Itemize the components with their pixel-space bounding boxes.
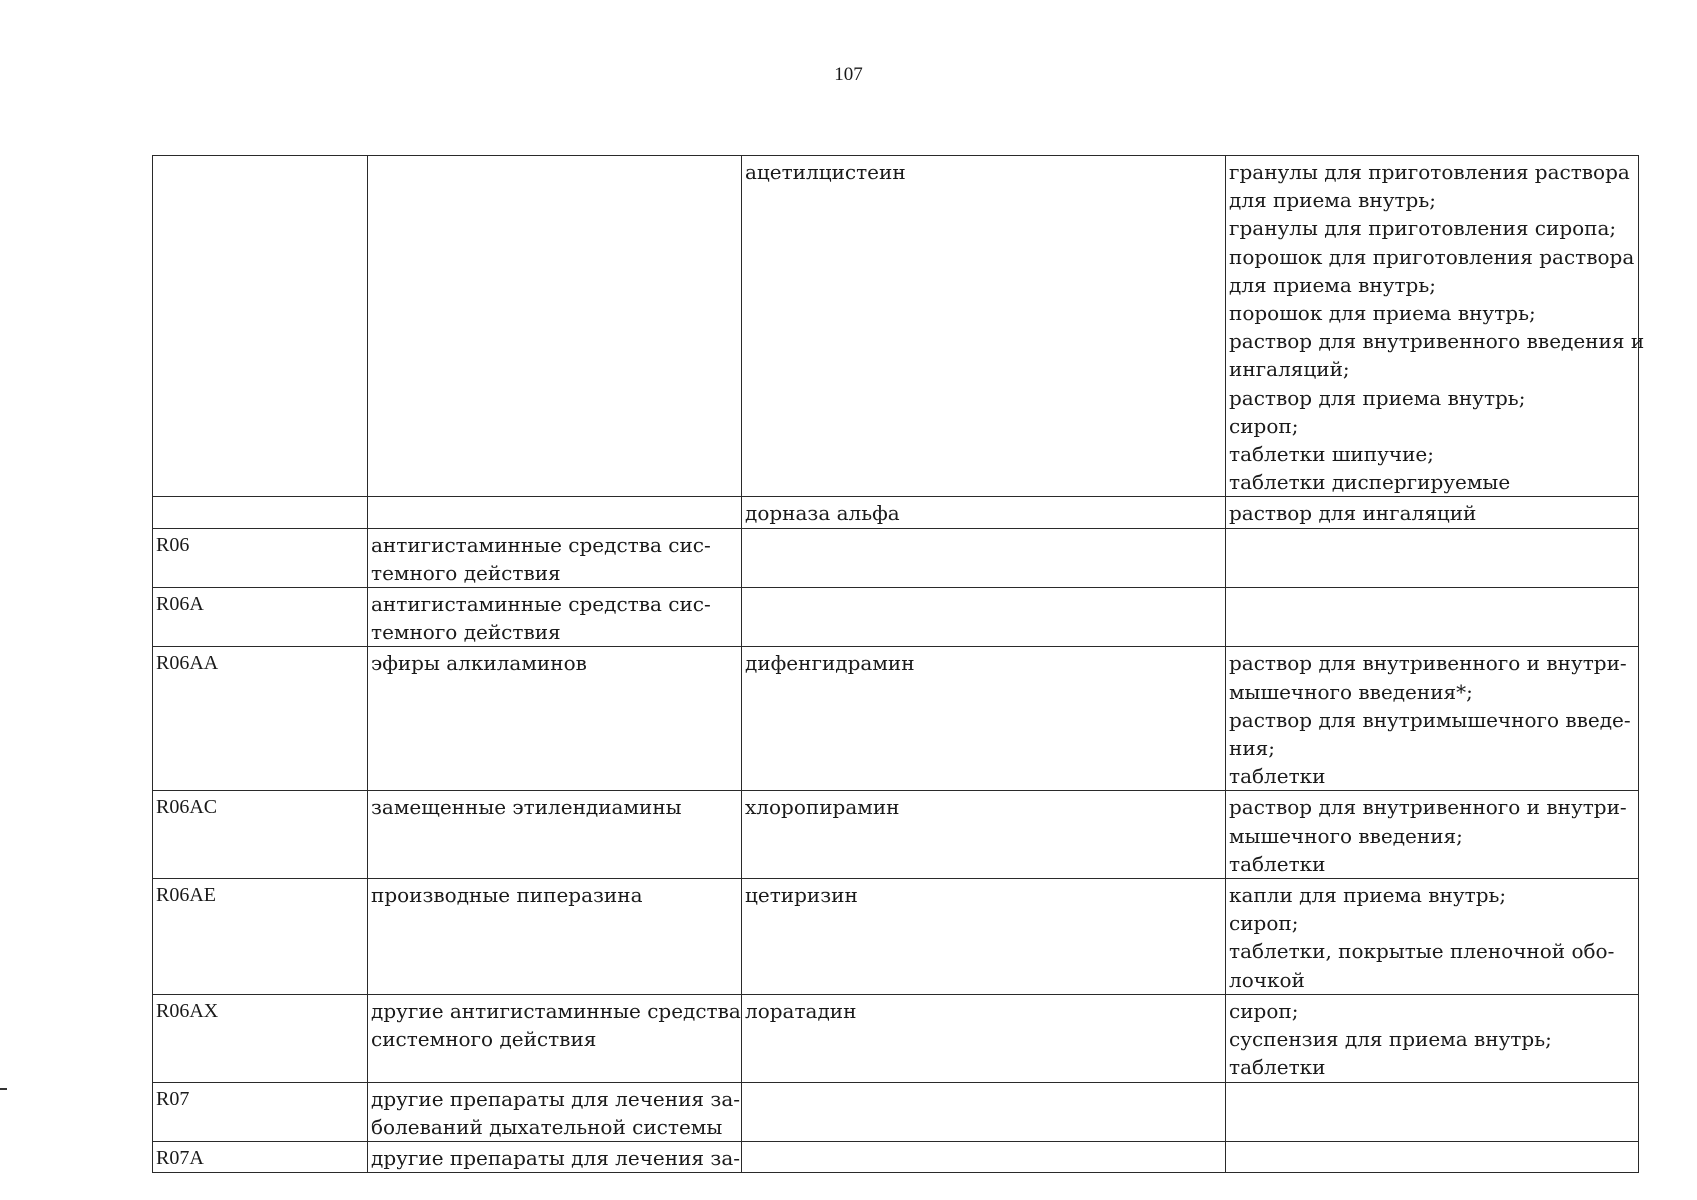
group-line: болеваний дыхательной системы: [371, 1114, 723, 1139]
table-row: [153, 588, 1639, 647]
table-row: [153, 994, 1639, 1082]
drug-name-cell: лоратадин: [742, 994, 1226, 1082]
group-line: системного действия: [371, 1027, 597, 1052]
pharmacological-group-cell: [368, 994, 742, 1082]
group-line: антигистаминные средства сис-: [371, 532, 711, 557]
dosage-form-line: порошок для приготовления раствора: [1229, 244, 1635, 269]
group-line: эфиры алкиламинов: [371, 651, 587, 676]
drug-name-cell: ацетилцистеин: [742, 156, 1226, 497]
dosage-form-line: капли для приема внутрь;: [1229, 883, 1507, 908]
dosage-forms-cell: [1226, 1141, 1639, 1172]
atc-code-cell: [153, 497, 368, 528]
dosage-form-line: для приема внутрь;: [1229, 188, 1436, 213]
group-line: другие препараты для лечения за-: [371, 1086, 740, 1111]
pharmacological-group-cell: [368, 528, 742, 587]
dosage-form-line: таблетки: [1229, 851, 1326, 876]
atc-code-cell: R06AA: [153, 647, 368, 791]
dosage-form-line: порошок для приема внутрь;: [1229, 301, 1536, 326]
dosage-forms-cell: [1226, 588, 1639, 647]
dosage-form-line: сироп;: [1229, 998, 1299, 1023]
atc-code-cell: R07A: [153, 1141, 368, 1172]
dosage-forms-cell: [1226, 791, 1639, 879]
table-row: [153, 647, 1639, 791]
dosage-form-line: раствор для внутривенного и внутри-: [1229, 795, 1627, 820]
drug-name-cell: хлоропирамин: [742, 791, 1226, 879]
dosage-form-line: ния;: [1229, 736, 1276, 761]
pharmacological-group-cell: [368, 791, 742, 879]
dosage-forms-cell: [1226, 528, 1639, 587]
drug-name-cell: дифенгидрамин: [742, 647, 1226, 791]
dosage-forms-cell: [1226, 994, 1639, 1082]
atc-code-cell: R06AE: [153, 879, 368, 995]
dosage-forms-cell: [1226, 497, 1639, 528]
dosage-forms-cell: [1226, 156, 1645, 497]
dosage-form-line: гранулы для приготовления сиропа;: [1229, 216, 1617, 241]
dosage-forms-cell: [1226, 647, 1639, 791]
pharmacological-group-cell: [368, 156, 742, 497]
drug-name-cell: цетиризин: [742, 879, 1226, 995]
atc-code-cell: R06AX: [153, 994, 368, 1082]
table-row: [153, 1141, 1639, 1172]
group-line: производные пиперазина: [371, 883, 643, 908]
dosage-form-line: таблетки, покрытые пленочной обо-: [1229, 939, 1615, 964]
margin-mark: [0, 1088, 7, 1090]
table-row: [153, 156, 1639, 497]
drug-name-cell: [742, 1082, 1226, 1141]
dosage-form-line: раствор для приема внутрь;: [1229, 385, 1526, 410]
group-line: другие антигистаминные средства: [371, 998, 741, 1023]
table-row: [153, 791, 1639, 879]
dosage-form-line: раствор для внутривенного введения и: [1229, 329, 1645, 354]
pharmacological-group-cell: [368, 497, 742, 528]
dosage-forms-cell: [1226, 879, 1639, 995]
dosage-form-line: гранулы для приготовления раствора: [1229, 160, 1630, 184]
dosage-form-line: для приема внутрь;: [1229, 272, 1436, 297]
dosage-form-line: раствор для внутримышечного введе-: [1229, 707, 1631, 732]
pharmacological-group-cell: [368, 588, 742, 647]
group-line: темного действия: [371, 560, 561, 585]
pharmacological-group-cell: [368, 1082, 742, 1141]
atc-code-cell: R07: [153, 1082, 368, 1141]
dosage-form-line: таблетки диспергируемые: [1229, 470, 1511, 495]
table-body: [153, 156, 1645, 1173]
group-line: темного действия: [371, 620, 561, 645]
dosage-form-line: ингаляций;: [1229, 357, 1350, 382]
atc-code-cell: R06AC: [153, 791, 368, 879]
dosage-forms-cell: [1226, 1082, 1639, 1141]
table-row: [153, 497, 1639, 528]
dosage-form-line: таблетки: [1229, 764, 1326, 789]
dosage-form-line: суспензия для приема внутрь;: [1229, 1027, 1552, 1052]
dosage-form-line: мышечного введения*;: [1229, 679, 1473, 704]
dosage-form-line: сироп;: [1229, 413, 1299, 438]
table-row: [153, 528, 1639, 587]
drug-name-cell: [742, 588, 1226, 647]
dosage-form-line: раствор для внутривенного и внутри-: [1229, 651, 1627, 676]
dosage-form-line: таблетки: [1229, 1055, 1326, 1080]
pharmacological-group-cell: [368, 647, 742, 791]
group-line: антигистаминные средства сис-: [371, 592, 711, 617]
dosage-form-line: лочкой: [1229, 967, 1305, 992]
drug-classification-table: [152, 155, 1645, 1173]
atc-code-cell: R06A: [153, 588, 368, 647]
table-row: [153, 1082, 1639, 1141]
table-row: [153, 879, 1639, 995]
page-number: 107: [834, 64, 863, 85]
dosage-form-line: таблетки шипучие;: [1229, 442, 1434, 467]
drug-name-cell: [742, 1141, 1226, 1172]
atc-code-cell: [153, 156, 368, 497]
group-line: замещенные этилендиамины: [371, 795, 682, 820]
drug-name-cell: дорназа альфа: [742, 497, 1226, 528]
group-line: другие препараты для лечения за-: [371, 1145, 740, 1170]
dosage-form-line: раствор для ингаляций: [1229, 501, 1477, 526]
pharmacological-group-cell: [368, 879, 742, 995]
pharmacological-group-cell: [368, 1141, 742, 1172]
dosage-form-line: сироп;: [1229, 911, 1299, 936]
drug-name-cell: [742, 528, 1226, 587]
atc-code-cell: R06: [153, 528, 368, 587]
dosage-form-line: мышечного введения;: [1229, 823, 1463, 848]
